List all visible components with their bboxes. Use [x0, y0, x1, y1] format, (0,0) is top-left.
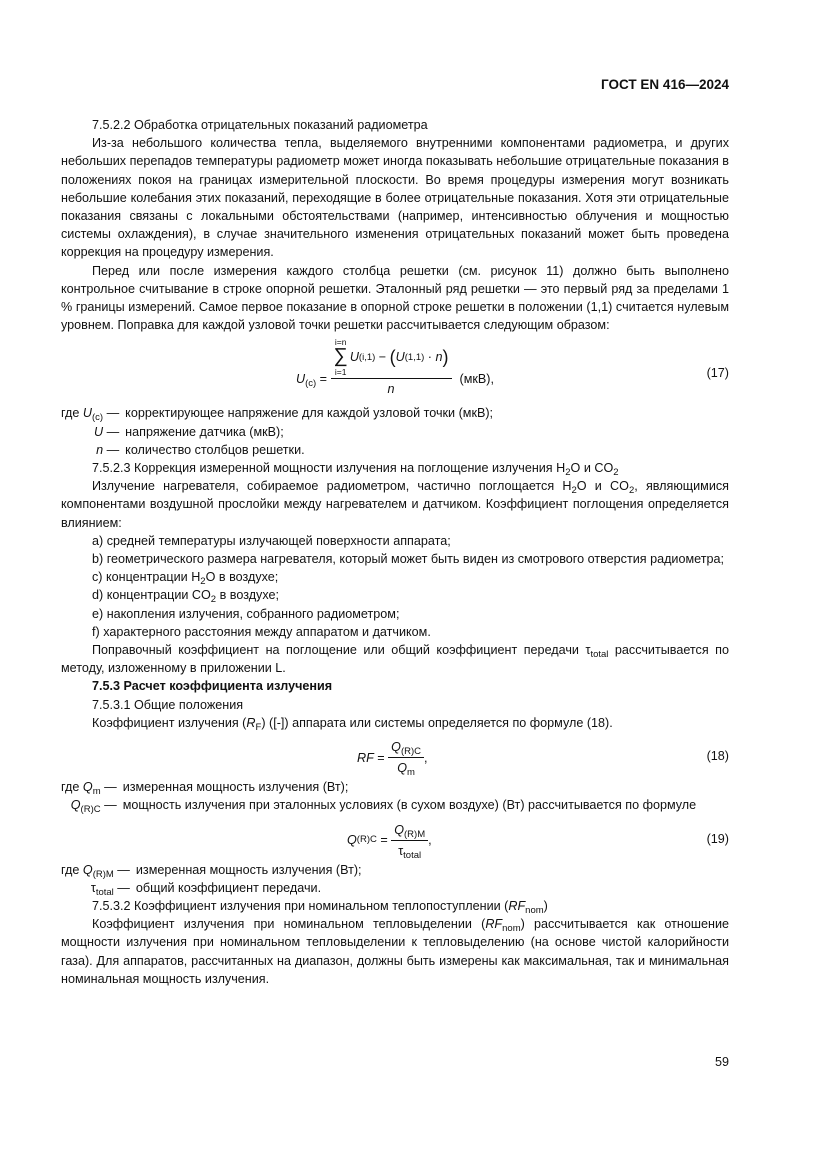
formula-17-fraction: i=n ∑ i=1 U (i,1) − ( U (1,1) · n ) n: [331, 338, 452, 397]
page-content: [61, 116, 729, 988]
formula-18-number: (18): [706, 749, 729, 764]
section-7531-para: Коэффициент излучения $(R_F)$ ([-]) аппарата или системы определяется по формуле (18).: [92, 715, 613, 733]
list-item-d: d) концентрации $CO_2$ в воздухе;: [92, 588, 279, 606]
section-7522-title: 7.5.2.2 Обработка отрицательных показаний радиометра: [92, 118, 428, 132]
list-item-e: e) накопления излучения, собранного радиометром;: [92, 606, 400, 621]
section-7532-para: Коэффициент излучения при номинальном тепловыделении $(RF_{nom})$ рассчитывается как отношение мощности излучения при номинальном тепловыделении к тепловыделению (на основе чистой калорийности газа). Для аппаратов, рассчитанных на диапазон, должны быть измерены как максимальная, так и минимальная номинальная мощность излучения.: [61, 917, 729, 986]
formula-18: RF = $\frac{Q_{(R)C}}{Q_m}$ , (18): [357, 740, 729, 779]
section-7532-title: 7.5.3.2 Коэффициент излучения при номинальном теплопоступлении $(RF_{nom})$: [92, 898, 548, 916]
section-7523-para-1: Излучение нагревателя, собираемое радиометром, частично поглощается $H_2O$ и $CO_2$, являющимися компонентами воздушной прослойки между нагревателем и датчиком. Коэффициент поглощения определяется влиянием:: [61, 479, 729, 530]
section-7522-para-1: Из-за небольшого количества тепла, выделяемого внутренними компонентами радиометра, и других небольших перепадов температуры радиометр может иногда показывать небольшие отрицательные показания в положениях покоя на границах измерительной плоскости. Во время процедуры измерения могут возникать небольшие колебания этих показаний, переходящие в более отрицательные показания. Хотя эти отрицательные показания связаны с локальными обстоятельствами (например, интенсивностью облучения и мощностью системы охлаждения), в случае значительного изменения отрицательных показаний может быть проведена коррекция на процедуру измерения.: [61, 136, 729, 260]
list-item-f: f) характерного расстояния между аппаратом и датчиком.: [92, 624, 431, 639]
formula-19-number: (19): [706, 831, 729, 846]
section-7531-title: 7.5.3.1 Общие положения: [92, 697, 244, 712]
formula-17-number: (17): [706, 366, 729, 381]
where-17: где $U_{(c)}$ — корректирующее напряжение для каждой узловой точки (мкВ); U — напряжение датчика (мкВ); n — количество столбцов решетки.: [61, 406, 494, 457]
formula-17-unit: (мкВ),: [459, 372, 494, 387]
list-item-c: c) концентрации $H_2O$ в воздухе;: [92, 570, 279, 588]
standard-header: ГОСТ EN 416—2024: [601, 77, 729, 92]
section-7523-title: 7.5.2.3 Коррекция измеренной мощности излучения на поглощение излучения $H_2O$ и $CO_2$: [92, 461, 619, 479]
page-number: 59: [714, 1055, 729, 1069]
formula-17: $U_{(c)}$ = i=n ∑ i=1 U (i,1) − ( U (1,1) · n ) n (мкВ), (17): [61, 334, 729, 404]
section-7523-para-2: Поправочный коэффициент на поглощение или общий коэффициент передачи $\tau_{total}$ рассчитывается по методу, изложенному в приложении L.: [61, 643, 729, 676]
list-item-a: a) средней температуры излучающей поверхности аппарата;: [92, 533, 451, 548]
where-19: где $Q_{(R)M}$ — измеренная мощность излучения (Вт); $\tau_{total}$ — общий коэффициент передачи.: [61, 862, 362, 898]
formula-19-lhs: Q: [347, 833, 357, 848]
section-7522-para-2: Перед или после измерения каждого столбца решетки (см. рисунок 11) должно быть выполнено контрольное считывание в строке опорной решетки. Эталонный ряд решетки — это первый ряд за пределами 1 % границы измерений. Самое первое показание в опорной строке решетки в положении (1,1) считается нулевым уровнем. Поправка для каждой узловой точки решетки рассчитывается следующим образом:: [61, 263, 729, 333]
where-18: где $Q_m$ — измеренная мощность излучения (Вт); $Q_{(R)C}$ — мощность излучения при эталонных условиях (в сухом воздухе) (Вт) рассчитывается по формуле: [61, 780, 697, 816]
formula-19: Q (R)C = $\frac{Q_{(R)M}}{\tau_{total}}$ , (19): [347, 822, 729, 861]
section-753-title: 7.5.3 Расчет коэффициента излучения: [92, 679, 333, 694]
list-item-b: b) геометрического размера нагревателя, который может быть виден из смотрового отверстия радиометра;: [92, 552, 724, 567]
formula-17-lhs: U: [296, 372, 306, 387]
formula-18-lhs: RF: [357, 750, 374, 765]
